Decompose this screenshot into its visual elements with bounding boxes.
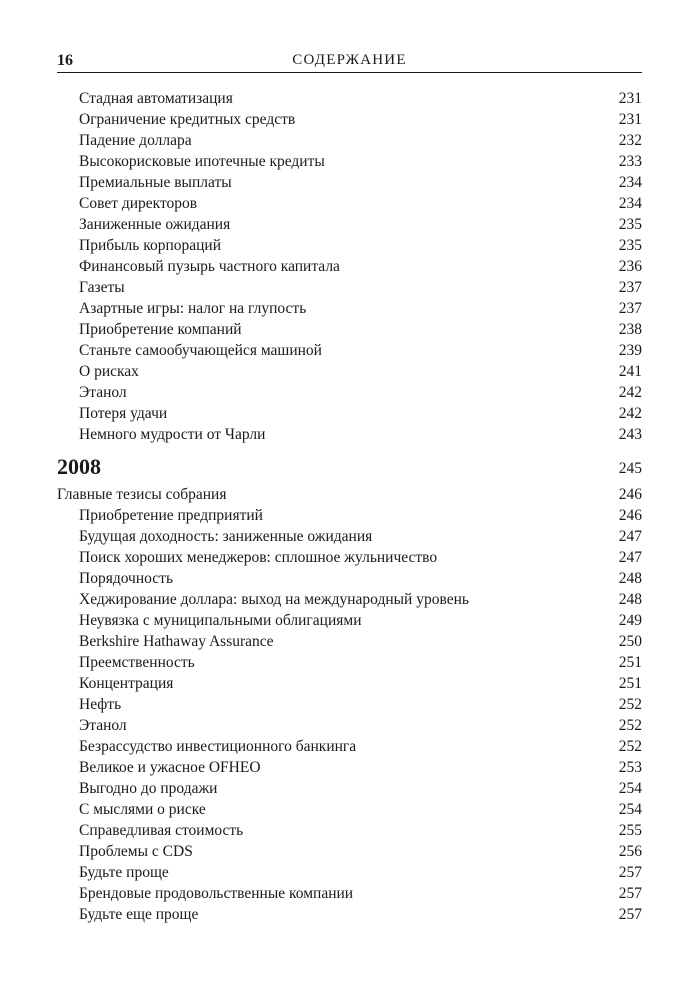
toc-entry-title: Будьте еще проще [79,906,199,923]
toc-entry-page: 251 [618,654,642,671]
toc-entry-title: Высокорисковые ипотечные кредиты [79,153,325,170]
toc-entry-page: 252 [618,696,642,713]
toc-entry [57,88,642,109]
toc-entry [57,568,642,589]
toc-entry [57,151,642,172]
toc-entry-title: Справедливая стоимость [79,822,244,839]
toc-entry-page: 246 [618,486,642,503]
toc-entry-title: Приобретение компаний [79,321,242,338]
toc-entry-page: 235 [618,216,642,233]
toc-entry-page: 248 [618,591,642,608]
toc-entry [57,904,642,925]
year-heading-2008 [57,450,642,484]
toc-entry-page: 251 [618,675,642,692]
toc-entry [57,736,642,757]
toc-entry-title: Нефть [79,696,122,713]
toc-entry-page: 246 [618,507,642,524]
toc-entry-title: Заниженные ожидания [79,216,231,233]
toc-entry-title: Станьте самообучающейся машиной [79,342,322,359]
toc-entry [57,652,642,673]
toc-entry-page: 257 [618,885,642,902]
toc-entry-page: 236 [618,258,642,275]
table-of-contents [57,88,642,925]
toc-entry-page: 247 [618,528,642,545]
toc-entry-title: Поиск хороших менеджеров: сплошное жульничество [79,549,438,566]
toc-entry [57,193,642,214]
toc-entry [57,382,642,403]
toc-entry-page: 233 [618,153,642,170]
toc-entry [57,778,642,799]
toc-entry-title: О рисках [79,363,139,380]
toc-entry-title: Немного мудрости от Чарли [79,426,266,443]
toc-entry-page: 231 [618,111,642,128]
toc-entry [57,424,642,445]
toc-entry-page: 249 [618,612,642,629]
toc-entry [57,631,642,652]
toc-entry-title: Неувязка с муниципальными облигациями [79,612,362,629]
toc-entry-title: Совет директоров [79,195,198,212]
toc-entry [57,799,642,820]
toc-entry-title: Потеря удачи [79,405,168,422]
toc-entry-page: 242 [618,384,642,401]
toc-entry-title: Хеджирование доллара: выход на международный уровень [79,591,469,608]
toc-entry-title: Прибыль корпораций [79,237,222,254]
toc-entry-title: Брендовые продовольственные компании [79,885,354,902]
toc-entry-page: 252 [618,717,642,734]
header-rule [57,72,642,73]
toc-entry-page: 255 [618,822,642,839]
toc-entry-page: 257 [618,864,642,881]
toc-entry-title: Финансовый пузырь частного капитала [79,258,340,275]
toc-entry-page: 237 [618,300,642,317]
toc-entry-title: Выгодно до продажи [79,780,218,797]
toc-entry [57,589,642,610]
toc-entry [57,757,642,778]
toc-entry [57,610,642,631]
toc-entry-title: Приобретение предприятий [79,507,263,524]
toc-entry [57,340,642,361]
toc-entry-title: Этанол [79,384,127,401]
toc-entry [57,277,642,298]
toc-entry-title: С мыслями о риске [79,801,206,818]
toc-entry [57,172,642,193]
toc-entry-page: 241 [618,363,642,380]
toc-entry-page: 254 [618,801,642,818]
toc-entry [57,298,642,319]
toc-entry-title: Великое и ужасное OFHEO [79,759,261,776]
toc-entry-page: 254 [618,780,642,797]
year-page: 245 [618,460,642,477]
toc-entry-title: Ограничение кредитных средств [79,111,296,128]
toc-entry [57,883,642,904]
toc-entry-title: Будущая доходность: заниженные ожидания [79,528,373,545]
toc-entry [57,130,642,151]
toc-entry-page: 234 [618,174,642,191]
toc-entry-title: Berkshire Hathaway Assurance [79,633,274,650]
toc-entry-title: Будьте проще [79,864,169,881]
toc-entry-title: Безрассудство инвестиционного банкинга [79,738,357,755]
toc-entry [57,256,642,277]
toc-entry-page: 242 [618,405,642,422]
toc-entry-page: 243 [618,426,642,443]
toc-entry [57,361,642,382]
toc-entry [57,403,642,424]
toc-entry-title: Главные тезисы собрания [57,486,227,503]
toc-entry-title: Этанол [79,717,127,734]
toc-entry [57,547,642,568]
toc-entry [57,862,642,883]
toc-entry-title: Азартные игры: налог на глупость [79,300,307,317]
year-title: 2008 [57,454,101,479]
toc-entry-title: Концентрация [79,675,174,692]
toc-entry [57,214,642,235]
toc-entry-page: 237 [618,279,642,296]
toc-entry-page: 234 [618,195,642,212]
toc-entry [57,673,642,694]
toc-entry-page: 239 [618,342,642,359]
page-number: 16 [57,52,73,69]
toc-section-2007 [57,88,642,445]
toc-entry-page: 232 [618,132,642,149]
toc-entry [57,694,642,715]
toc-entry-page: 256 [618,843,642,860]
toc-entry-page: 250 [618,633,642,650]
toc-entry-title: Падение доллара [79,132,192,149]
toc-entry-page: 248 [618,570,642,587]
toc-entry-page: 247 [618,549,642,566]
toc-entry [57,319,642,340]
toc-entry-page: 235 [618,237,642,254]
toc-entry-title: Газеты [79,279,125,296]
toc-entry-title: Премиальные выплаты [79,174,232,191]
toc-entry-page: 231 [618,90,642,107]
toc-entry [57,484,642,505]
toc-section-2008 [57,484,642,925]
toc-entry [57,526,642,547]
toc-entry-title: Стадная автоматизация [79,90,233,107]
toc-entry [57,235,642,256]
toc-entry-title: Проблемы с CDS [79,843,193,860]
toc-entry [57,820,642,841]
toc-entry [57,109,642,130]
toc-entry [57,715,642,736]
running-title: СОДЕРЖАНИЕ [292,52,407,68]
toc-entry-title: Преемственность [79,654,195,671]
toc-entry-page: 257 [618,906,642,923]
toc-entry-page: 252 [618,738,642,755]
toc-entry [57,505,642,526]
toc-entry-page: 253 [618,759,642,776]
toc-entry-page: 238 [618,321,642,338]
toc-entry [57,841,642,862]
toc-entry-title: Порядочность [79,570,174,587]
page-header [57,52,642,72]
